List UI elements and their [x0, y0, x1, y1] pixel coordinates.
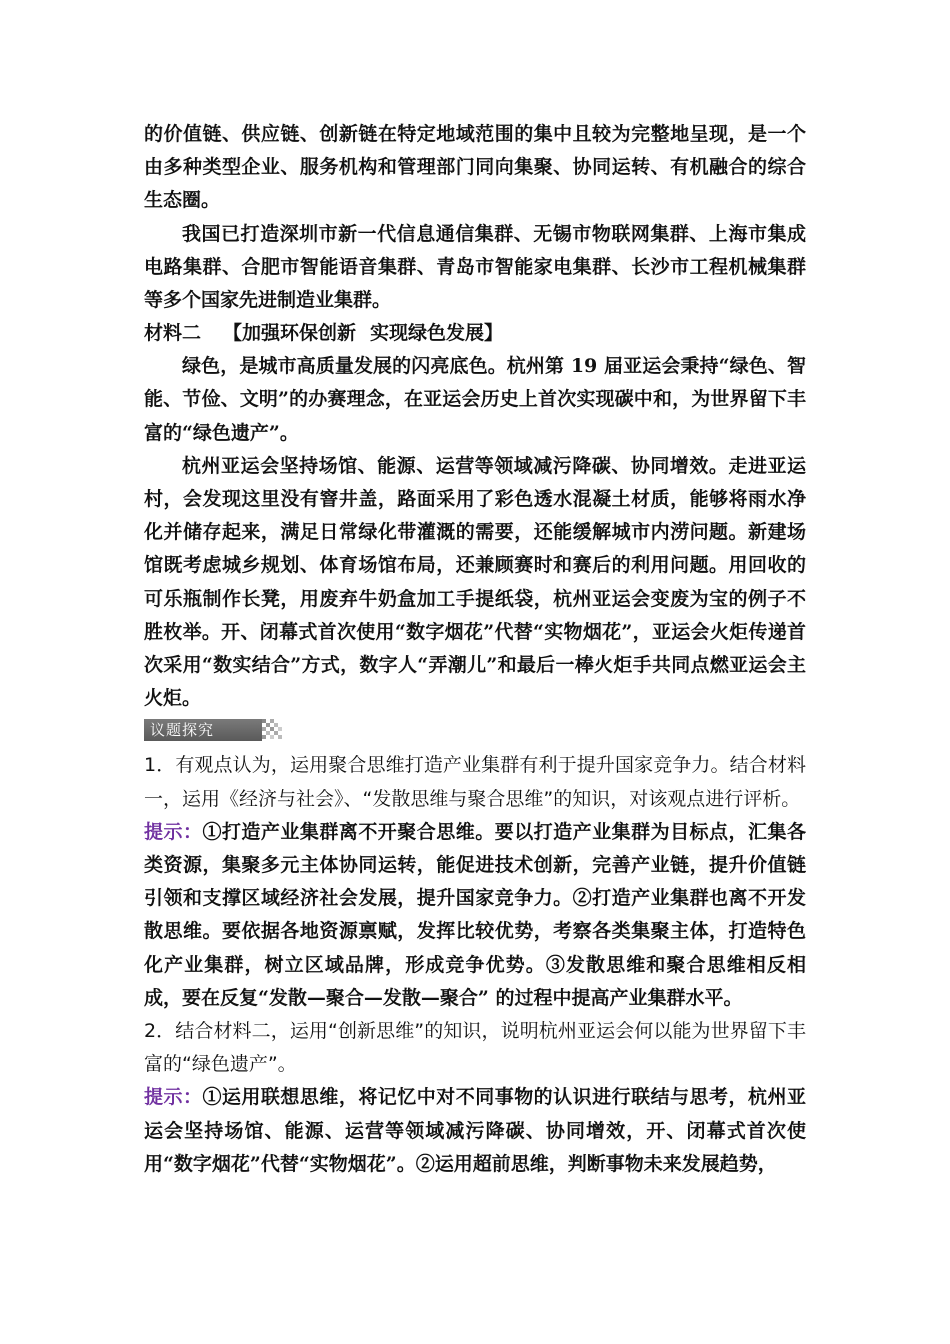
- material2-title-part2: 实现绿色发展】: [370, 322, 504, 345]
- hint-1: [144, 816, 806, 1015]
- checker-decoration-icon: [262, 719, 286, 741]
- hint-label: 提示：: [144, 1086, 203, 1109]
- question-1: 1．有观点认为，运用聚合思维打造产业集群有利于提升国家竞争力。结合材料一，运用《经济与社会》、“发散思维与聚合思维”的知识，对该观点进行评析。: [144, 754, 806, 810]
- hint-text: ①打造产业集群离不开聚合思维。要以打造产业集群为目标点，汇集各类资源，集聚多元主体协同运转，能促进技术创新，完善产业链，提升价值链引领和支撑区域经济社会发展，提升国家竞争力。②打造产业集群也离不开发散思维。要依据各地资源禀赋，发挥比较优势，考察各类集聚主体，打造特色化产业集群，树立区域品牌，形成竞争优势。③发散思维和聚合思维相反相成，要在反复“发散—聚合—发散—聚合” 的过程中提高产业集群水平。: [144, 820, 806, 1009]
- section-badge-row: [144, 715, 806, 749]
- document-page: [144, 118, 806, 1181]
- section-badge: 议题探究: [144, 719, 262, 741]
- hint-label: 提示：: [144, 820, 203, 843]
- paragraph-material1-end: 的价值链、供应链、创新链在特定地域范围的集中且较为完整地呈现，是一个由多种类型企业、服务机构和管理部门同向集聚、协同运转、有机融合的综合生态圈。: [144, 123, 806, 212]
- paragraph-green: 绿色，是城市高质量发展的闪亮底色。杭州第 19 届亚运会秉持“绿色、智能、节俭、文明”的办赛理念，在亚运会历史上首次实现碳中和，为世界留下丰富的“绿色遗产”。: [144, 355, 806, 444]
- question-2: 2．结合材料二，运用“创新思维”的知识，说明杭州亚运会何以能为世界留下丰富的“绿色遗产”。: [144, 1020, 806, 1076]
- material2-title: 【加强环保创新: [223, 322, 357, 345]
- material2-heading: [144, 317, 806, 350]
- hint-2: [144, 1081, 806, 1181]
- paragraph-asian-games: 杭州亚运会坚持场馆、能源、运营等领域减污降碳、协同增效。走进亚运村，会发现这里没有窨井盖，路面采用了彩色透水混凝土材质，能够将雨水净化并储存起来，满足日常绿化带灌溉的需要，还能缓解城市内涝问题。新建场馆既考虑城乡规划、体育场馆布局，还兼顾赛时和赛后的利用问题。用回收的可乐瓶制作长凳，用废弃牛奶盒加工手提纸袋，杭州亚运会变废为宝的例子不胜枚举。开、闭幕式首次使用“数字烟花”代替“实物烟花”，亚运会火炬传递首次采用“数实结合”方式，数字人“弄潮儿”和最后一棒火炬手共同点燃亚运会主火炬。: [144, 454, 806, 710]
- material2-label: 材料二: [144, 322, 202, 345]
- paragraph-clusters: 我国已打造深圳市新一代信息通信集群、无锡市物联网集群、上海市集成电路集群、合肥市智能语音集群、青岛市智能家电集群、长沙市工程机械集群等多个国家先进制造业集群。: [144, 222, 806, 312]
- hint-text: ①运用联想思维，将记忆中对不同事物的认识进行联结与思考，杭州亚运会坚持场馆、能源、运营等领域减污降碳、协同增效，开、闭幕式首次使用“数字烟花”代替“实物烟花”。②运用超前思维，判断事物未来发展趋势，: [144, 1086, 806, 1175]
